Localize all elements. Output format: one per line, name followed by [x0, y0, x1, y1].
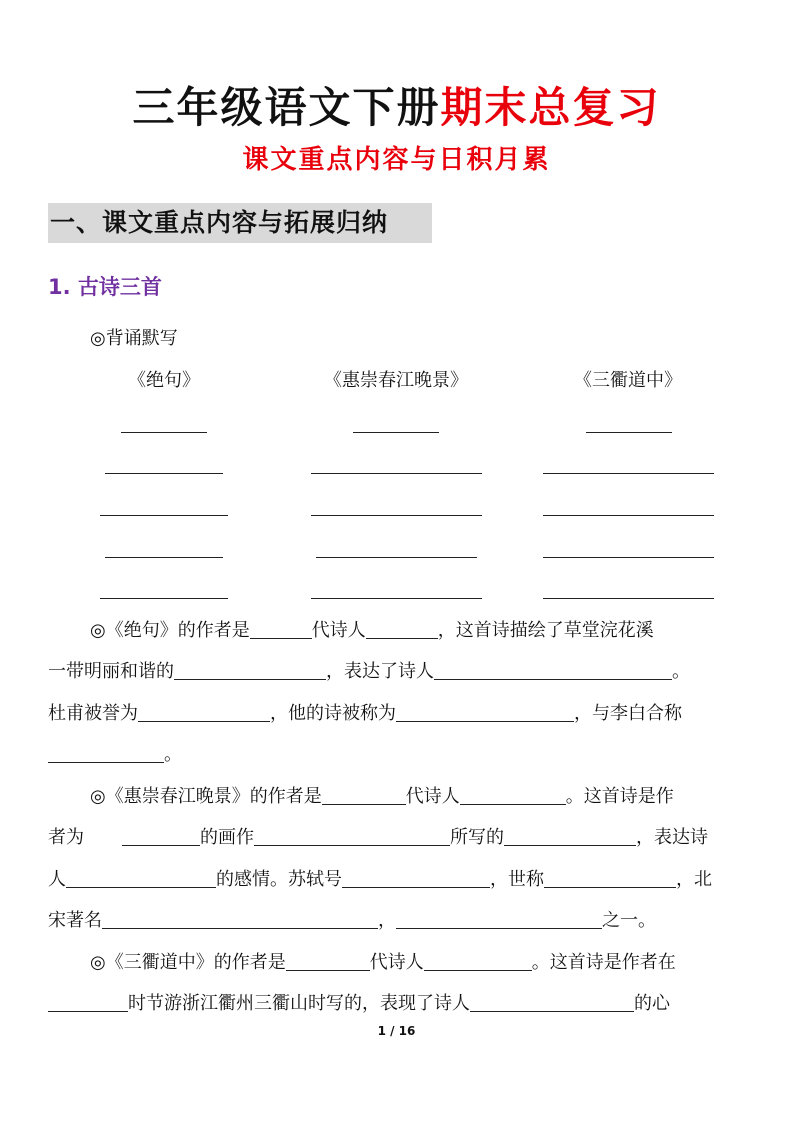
- question-line: [48, 825, 748, 851]
- blank-line[interactable]: [100, 598, 228, 599]
- blank-line[interactable]: [543, 515, 714, 516]
- blank-line[interactable]: [311, 473, 482, 474]
- question-text: 代诗人: [311, 620, 366, 641]
- answer-blank[interactable]: [138, 701, 270, 722]
- question-line: [48, 991, 748, 1017]
- answer-blank[interactable]: [102, 908, 378, 929]
- answer-blank[interactable]: [286, 950, 370, 971]
- answer-blank[interactable]: [122, 825, 200, 846]
- recite-label: ◎背诵默写: [90, 328, 178, 349]
- answer-blank[interactable]: [366, 618, 438, 639]
- blank-line[interactable]: [311, 515, 482, 516]
- poem-title-jueju: 《绝句》: [128, 370, 200, 391]
- question-line: [48, 908, 748, 934]
- blank-line[interactable]: [100, 515, 228, 516]
- question-text: ◎《绝句》的作者是: [90, 620, 250, 641]
- title-red-part: 期末总复习: [440, 83, 661, 132]
- section-heading: 一、课文重点内容与拓展归纳: [50, 208, 389, 237]
- question-text: 一带明丽和谐的: [48, 661, 174, 682]
- poem-title-sanqu: 《三衢道中》: [574, 370, 682, 391]
- question-text: ，与李白合称: [574, 703, 682, 724]
- blank-line[interactable]: [543, 473, 714, 474]
- question-text: 代诗人: [369, 952, 424, 973]
- answer-blank[interactable]: [322, 784, 406, 805]
- question-text: 的画作: [200, 827, 254, 848]
- answer-blank[interactable]: [424, 950, 532, 971]
- question-text: 时节游浙江衢州三衢山时写的，表现了诗人: [128, 993, 470, 1014]
- answer-blank[interactable]: [66, 867, 216, 888]
- answer-blank[interactable]: [396, 908, 602, 929]
- answer-blank[interactable]: [504, 825, 636, 846]
- blank-line[interactable]: [311, 598, 482, 599]
- question-text: 的心: [634, 993, 670, 1014]
- question-text: 。这首诗是作者在: [531, 952, 676, 973]
- question-line: [90, 618, 750, 644]
- question-text: ，北: [676, 869, 712, 890]
- question-text: 宋著名: [48, 910, 102, 931]
- sub-heading: 1. 古诗三首: [48, 275, 162, 299]
- blank-line[interactable]: [121, 432, 207, 433]
- question-text: ，表达诗: [636, 827, 708, 848]
- page-title: [0, 82, 793, 134]
- question-text: 者为: [48, 827, 84, 848]
- question-text: ，世称: [490, 869, 544, 890]
- blank-line[interactable]: [316, 557, 477, 558]
- answer-blank[interactable]: [434, 659, 672, 680]
- question-text: ，: [378, 910, 396, 931]
- question-text: 杜甫被誉为: [48, 703, 138, 724]
- answer-blank[interactable]: [174, 659, 326, 680]
- question-line: [48, 659, 748, 685]
- answer-blank[interactable]: [470, 991, 634, 1012]
- question-text: ，这首诗描绘了草堂浣花溪: [437, 620, 654, 641]
- answer-blank[interactable]: [460, 784, 566, 805]
- question-line: [90, 950, 750, 976]
- question-text: ◎《三衢道中》的作者是: [90, 952, 286, 973]
- answer-blank[interactable]: [48, 742, 164, 763]
- question-text: 之一。: [602, 910, 656, 931]
- answer-blank[interactable]: [254, 825, 450, 846]
- question-line: [48, 867, 748, 893]
- question-text: ◎《惠崇春江晚景》的作者是: [90, 786, 322, 807]
- blank-line[interactable]: [105, 473, 223, 474]
- question-text: 的感情。苏轼号: [216, 869, 342, 890]
- question-text: 代诗人: [405, 786, 460, 807]
- question-text: 所写的: [450, 827, 504, 848]
- question-line: [48, 742, 748, 768]
- answer-blank[interactable]: [396, 701, 574, 722]
- question-text: 。: [164, 744, 182, 765]
- blank-line[interactable]: [543, 557, 714, 558]
- question-text: ，他的诗被称为: [270, 703, 396, 724]
- question-text: 。这首诗是作: [565, 786, 674, 807]
- question-line: [90, 784, 750, 810]
- title-black-part: 三年级语文下册: [132, 83, 441, 132]
- blank-line[interactable]: [105, 557, 223, 558]
- blank-line[interactable]: [353, 432, 439, 433]
- page-subtitle: 课文重点内容与日积月累: [242, 145, 551, 175]
- answer-blank[interactable]: [544, 867, 676, 888]
- answer-blank[interactable]: [250, 618, 312, 639]
- question-text: 人: [48, 869, 66, 890]
- question-text: ，表达了诗人: [326, 661, 434, 682]
- page-number: 1 / 16: [377, 1024, 416, 1038]
- poem-title-huichong: 《惠崇春江晚景》: [324, 370, 468, 391]
- answer-blank[interactable]: [48, 991, 128, 1012]
- blank-line[interactable]: [586, 432, 672, 433]
- question-text: 。: [672, 661, 690, 682]
- blank-line[interactable]: [543, 598, 714, 599]
- question-line: [48, 701, 748, 727]
- answer-blank[interactable]: [342, 867, 490, 888]
